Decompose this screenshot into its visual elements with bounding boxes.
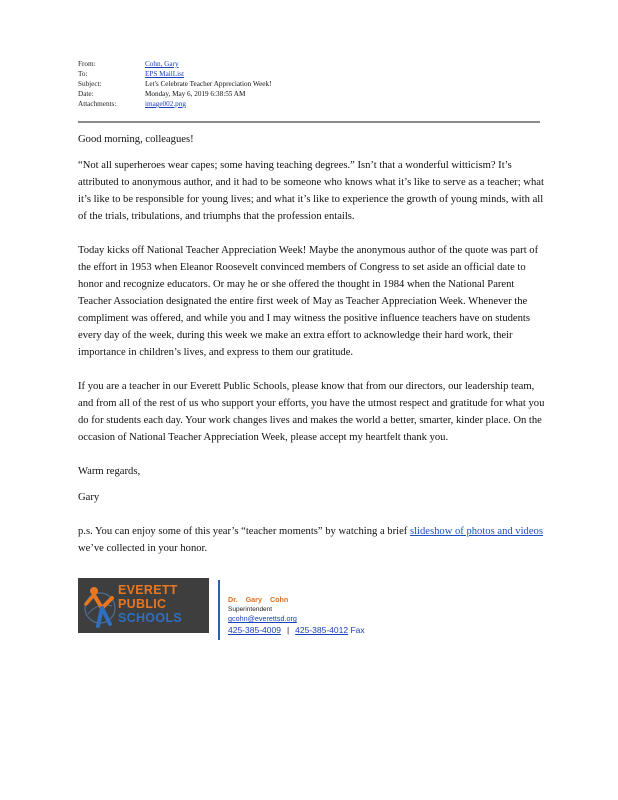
slideshow-link[interactable]: slideshow of photos and videos: [409, 526, 543, 537]
date-label: Date:: [78, 90, 94, 98]
to-value[interactable]: EPS MailList: [145, 70, 184, 78]
signature-email-link[interactable]: gcohn@everettsd.org: [228, 614, 297, 623]
greeting-text: Good morning, colleagues!: [78, 134, 194, 145]
header-to-row: [78, 69, 540, 79]
district-logo: [78, 578, 209, 633]
subject-value: Let's Celebrate Teacher Appreciation Week!: [145, 80, 272, 88]
phone-link-2[interactable]: 425-385-4012: [295, 625, 349, 635]
today-paragraph: Today kicks off National Teacher Appreciation Week! Maybe the anonymous author of the quote was part of the effort in 1953 when Eleanor Roosevelt convinced members of Congress to set aside an official date to honor and recognize educators. Or may he or she offered the thought in 1984 when the National Parent Teacher Association designated the entire first week of May as Teacher Appreciation Week. Whenever the compliment was offered, and while you and I may witness the positive influence teachers have on students every day of the week, during this week we make an extra effort to acknowledge their hard work, their importance in children’s lives, and express to them our gratitude.: [78, 245, 539, 358]
closing-text: Warm regards,: [78, 466, 141, 477]
from-label: From:: [78, 60, 96, 68]
phone-separator: |: [286, 625, 290, 635]
attachments-label: Attachments:: [78, 100, 117, 108]
signoff-name: Gary: [78, 492, 100, 503]
header-attachments-row: [78, 99, 540, 109]
logo-wordmark: [118, 583, 208, 625]
header-from-row: [78, 59, 540, 69]
teachers-paragraph: If you are a teacher in our Everett Public Schools, please know that from our directors, our leadership team, and from all of the rest of us who support your efforts, you have the utmost respect and gratitude for what you do for students each day. Your work changes lives and makes the world a better, smarter, kinder place. On the occasion of National Teacher Appreciation Week, please accept my heartfelt thank you.: [78, 381, 545, 443]
header-date-row: [78, 89, 540, 99]
to-label: To:: [78, 70, 88, 78]
postscript-text: p.s. You can enjoy some of this year’s “teacher moments” by watching a brief: [78, 526, 408, 537]
logo-line-3: SCHOOLS: [118, 611, 182, 625]
signature-name: Dr. Gary Cohn: [228, 595, 289, 604]
postscript: [78, 523, 548, 557]
phone-link-1[interactable]: 425-385-4009: [228, 625, 281, 635]
quote-paragraph: “Not all superheroes wear capes; some having teaching degrees.” Isn’t that a wonderful witticism? It’s attributed to anonymous author, and it had to be someone who knows what it’s like to serve as a teacher; what it’s like to be responsible for young lives; and what it’s like to experience the growth of young minds, with all of the trials, tribulations, and triumphs that the profession entails.: [78, 160, 544, 222]
logo-line-2: PUBLIC: [118, 597, 167, 611]
fax-label: Fax: [350, 625, 365, 635]
signature-divider: [218, 580, 220, 640]
subject-label: Subject:: [78, 80, 102, 88]
date-value: Monday, May 6, 2019 6:38:55 AM: [145, 90, 246, 98]
header-divider: [78, 121, 540, 123]
postscript-tail: we’ve collected in your honor.: [78, 543, 208, 554]
email-body: [78, 131, 548, 557]
attachment-link[interactable]: image002.png: [145, 100, 186, 108]
signature-phones: [228, 624, 365, 636]
from-value[interactable]: Cohn, Gary: [145, 60, 179, 68]
email-header: [78, 59, 540, 109]
logo-line-1: EVERETT: [118, 583, 178, 597]
header-subject-row: [78, 79, 540, 89]
signature-info: [228, 595, 365, 636]
email-signature: [78, 578, 398, 642]
signature-title: Superintendent: [228, 606, 273, 613]
